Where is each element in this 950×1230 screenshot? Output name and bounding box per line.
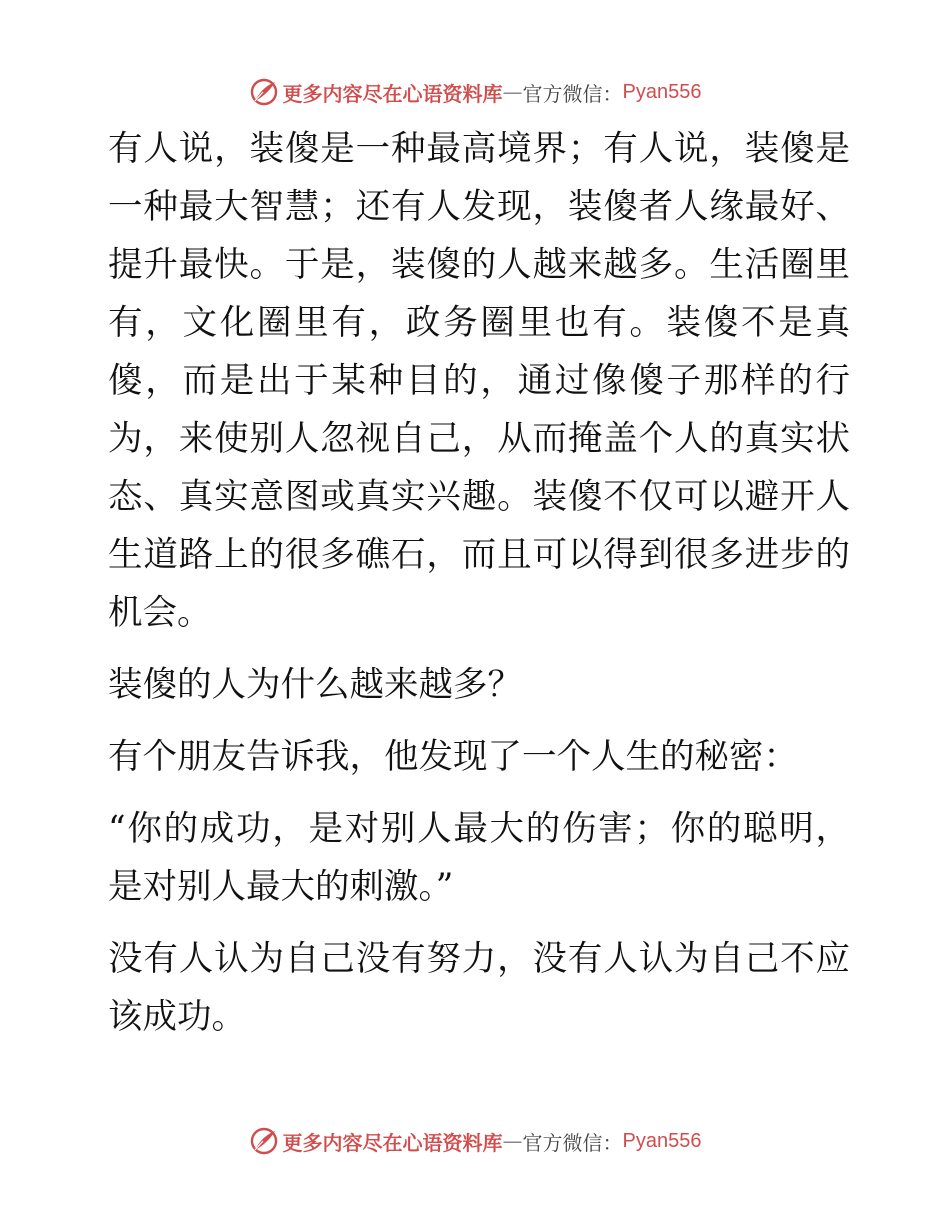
quill-pen-logo-icon	[249, 77, 279, 107]
paragraph-3: 有个朋友告诉我，他发现了一个人生的秘密：	[108, 737, 798, 777]
paragraph-2: 装傻的人为什么越来越多？	[108, 665, 522, 705]
watermark-wechat-id: Pyan556	[622, 1129, 702, 1152]
watermark-label: 官方微信：	[522, 1130, 623, 1155]
paragraph-1: 有人说，装傻是一种最高境界；有人说，装傻是一种最大智慧；还有人发现，装傻者人缘最好、提升最快。于是，装傻的人越来越多。生活圈里有，文化圈里有，政务圈里也有。装傻不是真傻，而是出于某种目的，通过像傻子那样的行为，来使别人忽视自己，从而掩盖个人的真实状态、真实意图或真实兴趣。装傻不仅可以避开人生道路上的很多礁石，而且可以得到很多进步的机会。	[108, 129, 850, 633]
watermark-label: 官方微信：	[522, 81, 623, 106]
footer-watermark	[0, 1121, 950, 1161]
watermark-separator: —	[502, 1129, 523, 1153]
paragraph-4-quote: “你的成功，是对别人最大的伤害；你的聪明，是对别人最大的刺激。”	[108, 809, 850, 907]
document-body	[98, 120, 850, 1046]
paragraph-5: 没有人认为自己没有努力，没有人认为自己不应该成功。	[108, 939, 850, 1037]
watermark-brand-text: 更多内容尽在心语资料库	[282, 81, 503, 106]
header-watermark	[0, 72, 950, 112]
quill-pen-logo-icon	[249, 1126, 279, 1156]
watermark-separator: —	[502, 80, 523, 104]
watermark-wechat-id: Pyan556	[622, 80, 702, 103]
watermark-brand-text: 更多内容尽在心语资料库	[282, 1130, 503, 1155]
